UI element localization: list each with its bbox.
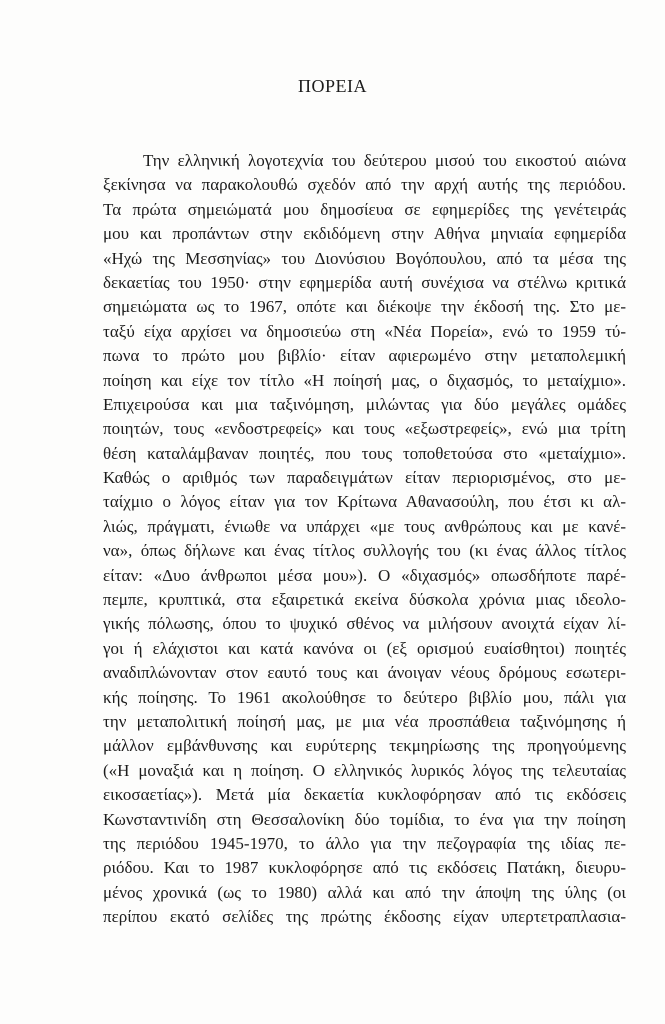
text-line: Κωνσταντινίδη στη Θεσσαλονίκη δύο τομίδια, το ένα για την ποίηση	[103, 809, 626, 829]
text-line: αναδιπλώνονταν στον εαυτό τους και άνοιγαν νέους δρόμους εσωτερι-	[103, 663, 626, 683]
text-line: εικοσαετίας»). Μετά μία δεκαετία κυκλοφόρησαν από τις εκδόσεις	[103, 785, 626, 805]
body-paragraph	[103, 149, 626, 930]
text-line: κής ποίησης. Το 1961 ακολούθησε το δεύτερο βιβλίο μου, πάλι για	[103, 687, 626, 707]
text-line: είταν: «Δυο άνθρωποι μέσα μου»). Ο «διχασμός» οπωσδήποτε παρέ-	[103, 565, 626, 585]
text-line: «Ηχώ της Μεσσηνίας» του Διονύσιου Βογόπουλου, από τα μέσα της	[103, 248, 626, 268]
text-line: Επιχειρούσα και μια ταξινόμηση, μιλώντας για δύο μεγάλες ομάδες	[103, 394, 626, 414]
text-line: ταίχμιο ο λόγος είταν για τον Κρίτωνα Αθανασούλη, που έτσι κι αλ-	[103, 492, 626, 512]
text-line: μου και προπάντων στην εκδιδόμενη στην Αθήνα μηνιαία εφημερίδα	[103, 224, 626, 244]
text-line: της περιόδου 1945-1970, το άλλο για την πεζογραφία της ιδίας πε-	[103, 833, 626, 853]
text-line: μένος χρονικά (ως το 1980) αλλά και από την άποψη της ύλης (οι	[103, 882, 626, 902]
text-line: περίπου εκατό σελίδες της πρώτης έκδοσης είχαν υπερτετραπλασια-	[103, 907, 626, 927]
text-line: να», όπως δήλωνε και ένας τίτλος συλλογής του (κι ένας άλλος τίτλος	[103, 541, 626, 561]
text-line: πωνα το πρώτο μου βιβλίο· είταν αφιερωμένο στην μεταπολεμική	[103, 346, 626, 366]
text-line: την μεταπολιτική ποίησή μας, με μια νέα προσπάθεια ταξινόμησης ή	[103, 711, 626, 731]
text-line: λιώς, πράγματι, ένιωθε να υπάρχει «με τους ανθρώπους και με κανέ-	[103, 516, 626, 536]
text-line: σημειώματα ως το 1967, οπότε και διέκοψε την έκδοσή της. Στο με-	[103, 297, 626, 317]
chapter-title: ΠΟΡΕΙΑ	[298, 76, 367, 96]
text-line: γικής πόλωσης, όπου το ψυχικό σθένος να μιλήσουν ανοιχτά είχαν λί-	[103, 614, 626, 634]
text-line: ταξύ είχα αρχίσει να δημοσιεύω στη «Νέα Πορεία», ενώ το 1959 τύ-	[103, 321, 626, 341]
text-line: μάλλον εμβάνθυνσης και ευρύτερης τεκμηρίωσης της προηγούμενης	[103, 736, 626, 756]
text-line: ξεκίνησα να παρακολουθώ σχεδόν από την αρχή αυτής της περιόδου.	[103, 175, 626, 195]
text-line: («Η μοναξιά και η ποίηση. Ο ελληνικός λυρικός λόγος της τελευταίας	[103, 760, 626, 780]
text-line: Καθώς ο αριθμός των παραδειγμάτων είταν περιορισμένος, στο με-	[103, 468, 626, 488]
text-line: θέση καταλάμβαναν ποιητές, που τους τοποθετούσα στο «μεταίχμιο».	[103, 443, 626, 463]
text-line: δεκαετίας του 1950· στην εφημερίδα αυτή συνέχισα να στέλνω κριτικά	[103, 272, 626, 292]
text-line: Τα πρώτα σημειώματά μου δημοσίευα σε εφημερίδες της γενέτειράς	[103, 199, 626, 219]
text-line: ποιητών, τους «ενδοστρεφείς» και τους «εξωστρεφείς», ενώ μια τρίτη	[103, 419, 626, 439]
text-line: πεμπε, κρυπτικά, στα εξαιρετικά εκείνα δύσκολα χρόνια μιας ιδεολο-	[103, 590, 626, 610]
text-line: Την ελληνική λογοτεχνία του δεύτερου μισού του εικοστού αιώνα	[143, 151, 626, 170]
text-line: ριόδου. Και το 1987 κυκλοφόρησε από τις εκδόσεις Πατάκη, διευρυ-	[103, 858, 626, 878]
text-line: ποίηση και είχε τον τίτλο «Η ποίησή μας, ο διχασμός, το μεταίχμιο».	[103, 370, 626, 390]
text-line: γοι ή ελάχιστοι και κατά κανόνα οι (εξ ορισμού ευαίσθητοι) ποιητές	[103, 638, 626, 658]
